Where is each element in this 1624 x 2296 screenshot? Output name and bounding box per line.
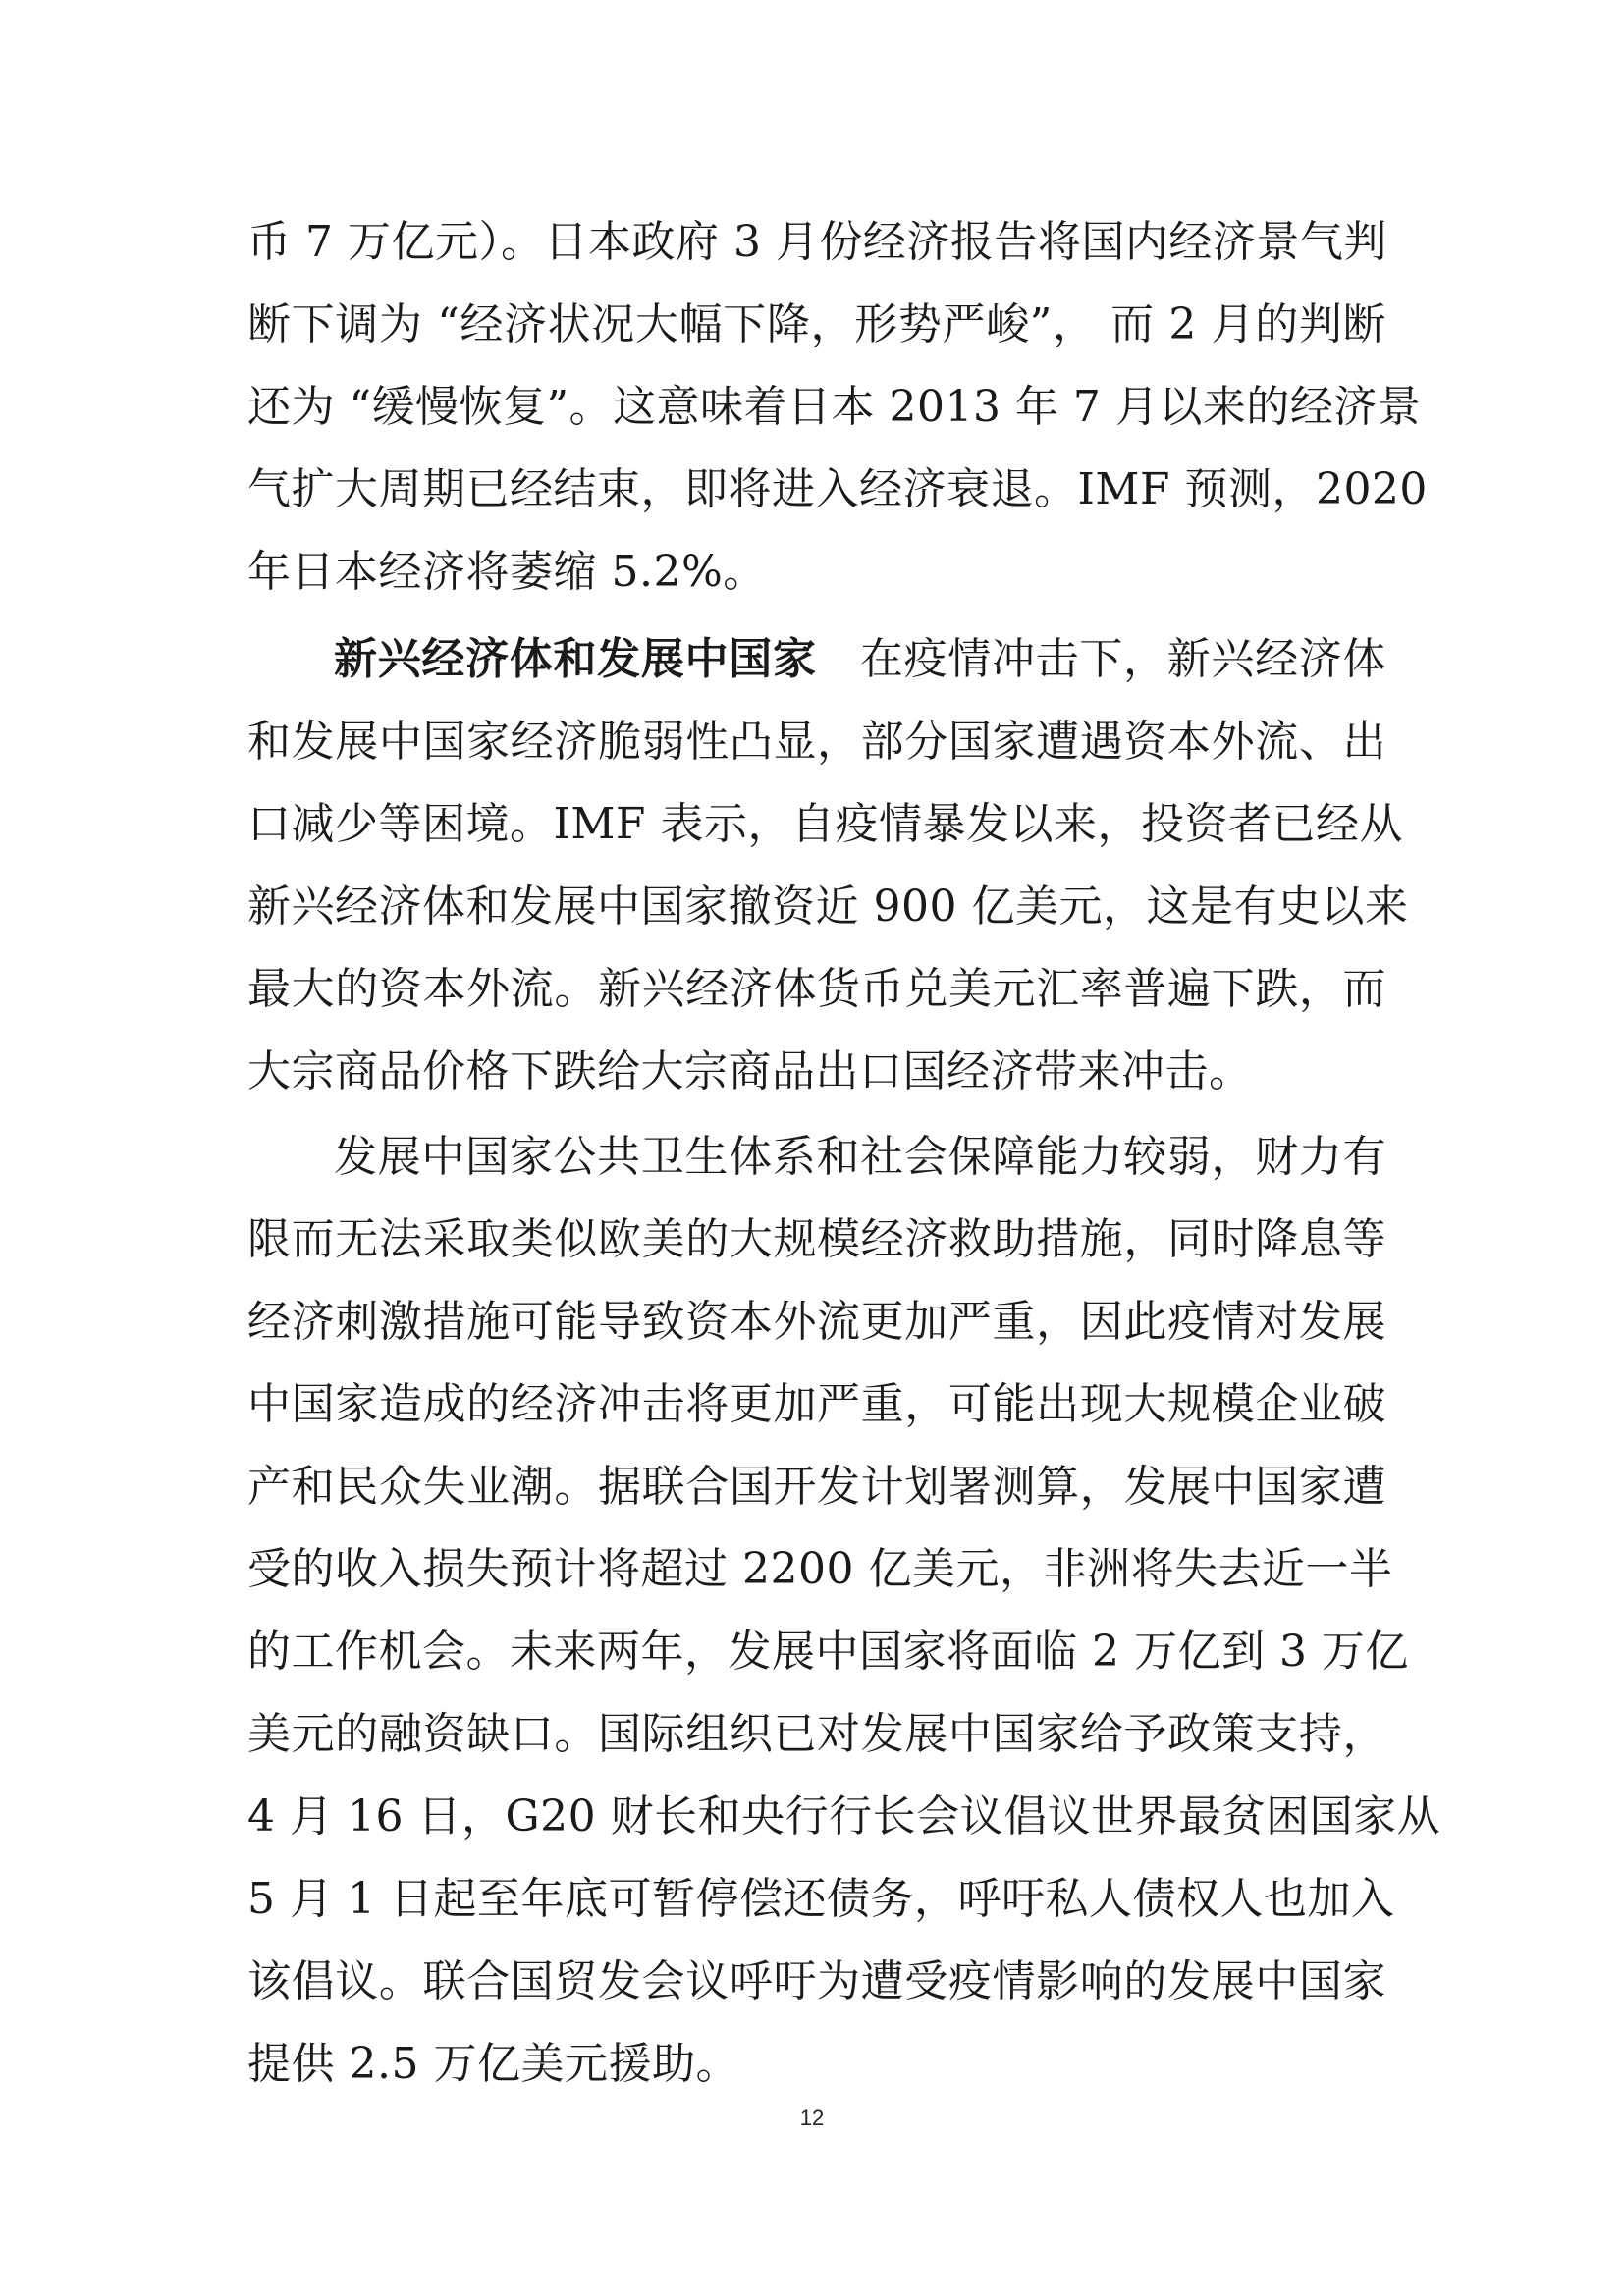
text-line: 发展中国家公共卫生体系和社会保障能力较弱，财力有 bbox=[334, 1132, 1386, 1182]
text-line: 提供 2.5 万亿美元援助。 bbox=[247, 2039, 739, 2089]
text-line: 口减少等困境。IMF 表示，自疫情暴发以来，投资者已经从 bbox=[247, 799, 1403, 849]
text-line: 还为 “缓慢恢复”。这意味着日本 2013 年 7 月以来的经济景 bbox=[247, 382, 1422, 432]
heading-line-text: 在疫情冲击下，新兴经济体 bbox=[859, 634, 1387, 684]
text-line: 产和民众失业潮。据联合国开发计划署测算，发展中国家遭 bbox=[247, 1462, 1386, 1512]
text-line: 中国家造成的经济冲击将更加严重，可能出现大规模企业破 bbox=[247, 1379, 1386, 1429]
text-line: 经济刺激措施可能导致资本外流更加严重，因此疫情对发展 bbox=[247, 1297, 1386, 1347]
text-line: 美元的融资缺口。国际组织已对发展中国家给予政策支持， bbox=[247, 1709, 1386, 1759]
text-line: 限而无法采取类似欧美的大规模经济救助措施，同时降息等 bbox=[247, 1214, 1386, 1264]
page-number: 12 bbox=[799, 2106, 825, 2130]
text-line: 受的收入损失预计将超过 2200 亿美元，非洲将失去近一半 bbox=[247, 1544, 1393, 1594]
text-line: 最大的资本外流。新兴经济体货币兑美元汇率普遍下跌，而 bbox=[247, 964, 1386, 1014]
text-line: 的工作机会。未来两年，发展中国家将面临 2 万亿到 3 万亿 bbox=[247, 1627, 1409, 1677]
paragraph-japan-economy bbox=[247, 201, 1428, 614]
text-line-with-heading bbox=[247, 618, 1386, 701]
text-line: 4 月 16 日，G20 财长和央行行长会议倡议世界最贫困国家从 bbox=[247, 1791, 1441, 1842]
text-line: 5 月 1 日起至年底可暂停偿还债务，呼吁私人债权人也加入 bbox=[247, 1874, 1395, 1924]
text-line: 新兴经济体和发展中国家撤资近 900 亿美元，这是有史以来 bbox=[247, 881, 1409, 932]
text-line: 气扩大周期已经结束，即将进入经济衰退。IMF 预测，2020 bbox=[247, 464, 1428, 514]
text-line: 大宗商品价格下跌给大宗商品出口国经济带来冲击。 bbox=[247, 1046, 1253, 1096]
section-heading: 新兴经济体和发展中国家 bbox=[334, 634, 817, 684]
text-line: 该倡议。联合国贸发会议呼吁为遭受疫情影响的发展中国家 bbox=[247, 1956, 1386, 2006]
text-line: 币 7 万亿元）。日本政府 3 月份经济报告将国内经济景气判 bbox=[247, 217, 1387, 267]
text-line: 断下调为 “经济状况大幅下降，形势严峻”， 而 2 月的判断 bbox=[247, 299, 1386, 349]
text-line: 年日本经济将萎缩 5.2%。 bbox=[247, 547, 767, 597]
paragraph-developing-countries bbox=[247, 1116, 1441, 2106]
paragraph-emerging-economies bbox=[247, 618, 1409, 1113]
text-line: 和发展中国家经济脆弱性凸显，部分国家遭遇资本外流、出 bbox=[247, 717, 1386, 767]
